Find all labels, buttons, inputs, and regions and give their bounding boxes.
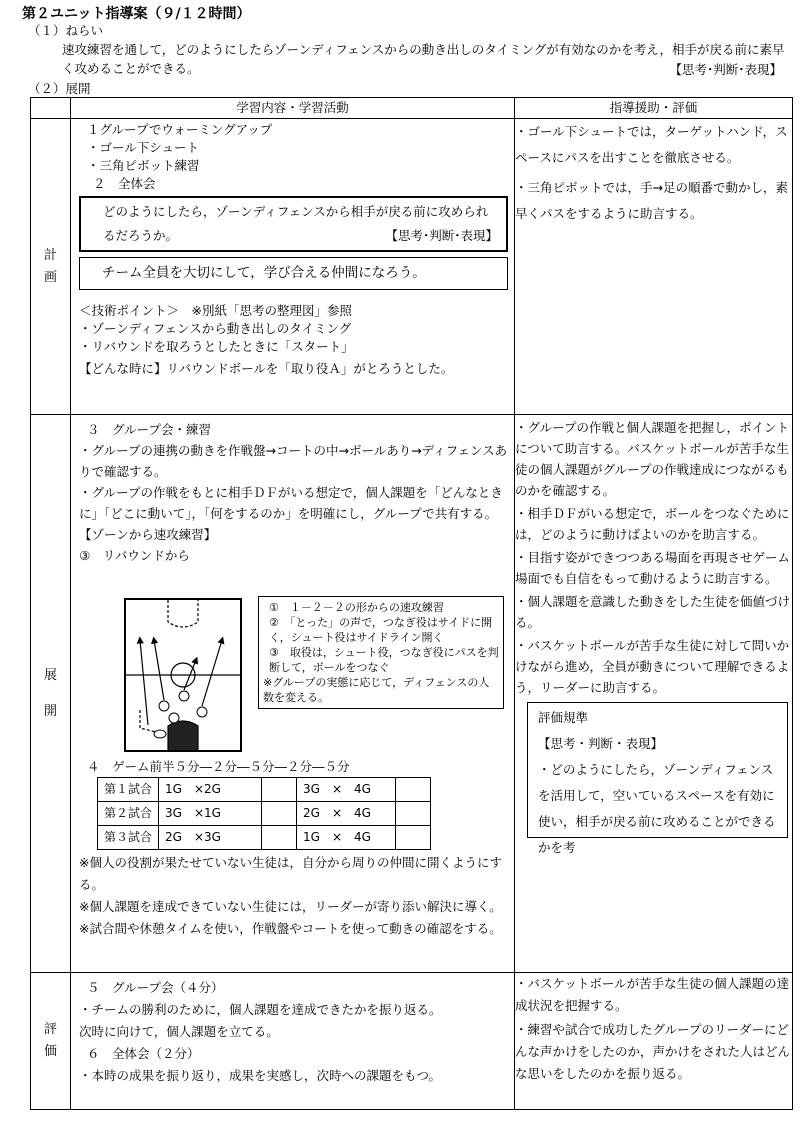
- support-item: ・ゴール下シュートでは，ターゲットハンド，スペースにパスを出すことを徹底させる。: [515, 124, 788, 165]
- phase-plan-char-2: 画: [43, 269, 57, 285]
- dev-line: 【ゾーンから速攻練習】: [79, 527, 217, 542]
- support-item: ・目指す姿ができつつある場面を再現させゲーム場面でも自信をもって動けるように助言する。: [515, 550, 791, 586]
- eval-line: ５ グループ会（４分）: [87, 980, 224, 995]
- remark: ※個人の役割が果たせていない生徒は，自分から周りの仲間に開くようにする。: [79, 855, 502, 892]
- phase-development: [31, 415, 71, 973]
- games-table: [97, 777, 431, 850]
- dev-line: ３ グループ会・練習: [87, 422, 212, 437]
- plan-line: １グループでウォーミングアップ: [87, 122, 273, 137]
- tech-points: [79, 302, 508, 380]
- game-row: [98, 826, 431, 850]
- game-b: 3G × 4G: [297, 778, 396, 802]
- plan-line: ・ゴール下シュート: [87, 140, 200, 156]
- dev-line: ・グループの連携の動きを作戦盤→コートの中→ボールあり→ディフェンスありで確認する。: [79, 443, 508, 479]
- col-header-content: 学習内容・学習活動: [71, 98, 515, 119]
- drill-note: ③ 取役は，シュート役，つなぎ役にパスを判断して，ボールをつなぐ: [269, 646, 499, 674]
- plan-support: [515, 119, 793, 415]
- question-tag: 【思考･判断･表現】: [385, 224, 498, 248]
- game-a: 1G ×2G: [159, 778, 262, 802]
- phase-dev-char-2: 開: [43, 703, 57, 719]
- eval-title: 評価規準: [538, 710, 589, 725]
- dev-line: ③ リバウンドから: [79, 548, 190, 563]
- plan-line: ・三角ピボット練習: [87, 158, 200, 174]
- game-b: 1G × 4G: [297, 826, 396, 850]
- phase-eval-char-1: 評: [43, 1022, 57, 1037]
- evaluation-row: [31, 973, 793, 1110]
- dev-line: ・グループの作戦をもとに相手ＤＦがいる想定で，個人課題を「どんなときに」「どこに動いて」，「何をするのか」を明確にし，グループで共有する。: [79, 485, 503, 521]
- phase-plan: [31, 119, 71, 415]
- goal-box: チーム全員を大切にして，学び合える仲間になろう。: [79, 257, 508, 291]
- tech-point-line: ・リバウンドを取ろうとしたときに「スタート」: [79, 339, 354, 355]
- tech-point-line: 【どんな時に】リバウンドボールを「取り役Ａ」がとろうとした。: [79, 361, 454, 377]
- tech-point-line: ・ゾーンディフェンスから動き出しのタイミング: [79, 321, 352, 337]
- game-a: 3G ×1G: [159, 802, 262, 826]
- support-item: ・練習や試合で成功したグループのリーダーにどんな声かけをしたのか，声かけをされた人はどんな思いをしたのかを振り返る。: [515, 1022, 791, 1081]
- game-a: 2G ×3G: [159, 826, 262, 850]
- support-item: ・相手ＤＦがいる想定で，ボールをつなぐためには，どのように動けばよいのかを助言する。: [515, 506, 790, 542]
- eval-line: ６ 全体会（２分）: [87, 1046, 200, 1061]
- game-title: ４ ゲーム前半５分―２分―５分―２分―５分: [87, 759, 350, 774]
- court-drawing: [126, 600, 240, 750]
- eval-line: ・本時の成果を振り返り，成果を実感し，次時への課題をもつ。: [79, 1068, 442, 1083]
- support-item: ・グループの作戦と個人課題を把握し，ポイントについて助言する。バスケットボールが苦手な生徒の個人課題がグループの作戦達成につながるものかを確認する。: [515, 420, 790, 498]
- page-title: 第２ユニット指導案（９/１２時間）: [22, 6, 251, 22]
- question-box: [79, 196, 508, 252]
- support-item: ・個人課題を意識した動きをした生徒を価値づける。: [515, 594, 791, 630]
- drill-note: ② 「とった」の声で，つなぎ役はサイドに開く，シュート役はサイドライン開く: [269, 616, 493, 644]
- aim-tag: 【思考･判断･表現】: [669, 62, 782, 77]
- plan-line: ２ 全体会: [93, 176, 156, 192]
- game-row: [98, 802, 431, 826]
- drill-note: ※グループの実態に応じて，ディフェンスの人数を変える。: [263, 676, 490, 704]
- phase-plan-char-1: 計: [43, 247, 57, 263]
- phase-eval-char-2: 価: [43, 1044, 57, 1059]
- game-label: 第１試合: [98, 778, 159, 802]
- col-header-support: 指導援助・評価: [515, 98, 793, 119]
- header-row: [31, 98, 793, 119]
- game-row: [98, 778, 431, 802]
- support-item: ・バスケットボールが苦手な生徒の個人課題の達成状況を把握する。: [515, 976, 790, 1013]
- phase-dev-char-1: 展: [43, 667, 57, 683]
- eval-criteria-box: [527, 702, 788, 855]
- plan-content: [71, 119, 515, 415]
- evaluation-content: [71, 973, 515, 1110]
- aim-label: （１）ねらい: [28, 23, 104, 38]
- phase-header: [31, 98, 71, 119]
- eval-line: ・チームの勝利のために，個人課題を達成できたかを振り返る。: [79, 1002, 442, 1017]
- game-label: 第２試合: [98, 802, 159, 826]
- eval-text: ・どのようにしたら，ゾーンディフェンスを活用して，空いているスペースを有効に使い，相手が戻る前に攻めることができるかを考: [538, 762, 776, 855]
- support-item: ・バスケットボールが苦手な生徒に対して問いかけながら進め，全員が動きについて理解できるよう，リーダーに助言する。: [515, 638, 790, 695]
- phase-evaluation: [31, 973, 71, 1110]
- drill-notes-box: [258, 596, 504, 709]
- development-label: （２）展開: [28, 81, 91, 96]
- game-b: 2G × 4G: [297, 802, 396, 826]
- remark: ※個人課題を達成できていない生徒には，リーダーが寄り添い解決に導く。: [79, 899, 502, 914]
- support-item: ・三角ピボットでは，手→足の順番で動かし，素早くパスをするように助言する。: [515, 180, 788, 221]
- plan-row: [31, 119, 793, 415]
- eval-line: 次時に向けて，個人課題を立てる。: [79, 1024, 279, 1039]
- eval-tag: 【思考・判断・表現】: [538, 736, 664, 751]
- development-support: [515, 415, 793, 973]
- evaluation-support: [515, 973, 793, 1110]
- tech-point-line: ＜技術ポイント＞ ※別紙「思考の整理図」参照: [79, 303, 352, 319]
- remarks: [79, 852, 508, 940]
- remark: ※試合間や休憩タイムを使い，作戦盤やコートを使って動きの確認をする。: [79, 921, 502, 936]
- court-diagram: [124, 598, 242, 752]
- game-label: 第３試合: [98, 826, 159, 850]
- question-text: どのようにしたら，ゾーンディフェンスから相手が戻る前に攻められるだろうか。: [103, 203, 489, 243]
- aim-text: 速攻練習を通して，どのようにしたらゾーンディフェンスからの動き出しのタイミングが有効なのかを考え，相手が戻る前に素早く攻めることができる。: [62, 42, 785, 76]
- drill-note: ① １－２－２の形からの速攻練習: [269, 601, 444, 614]
